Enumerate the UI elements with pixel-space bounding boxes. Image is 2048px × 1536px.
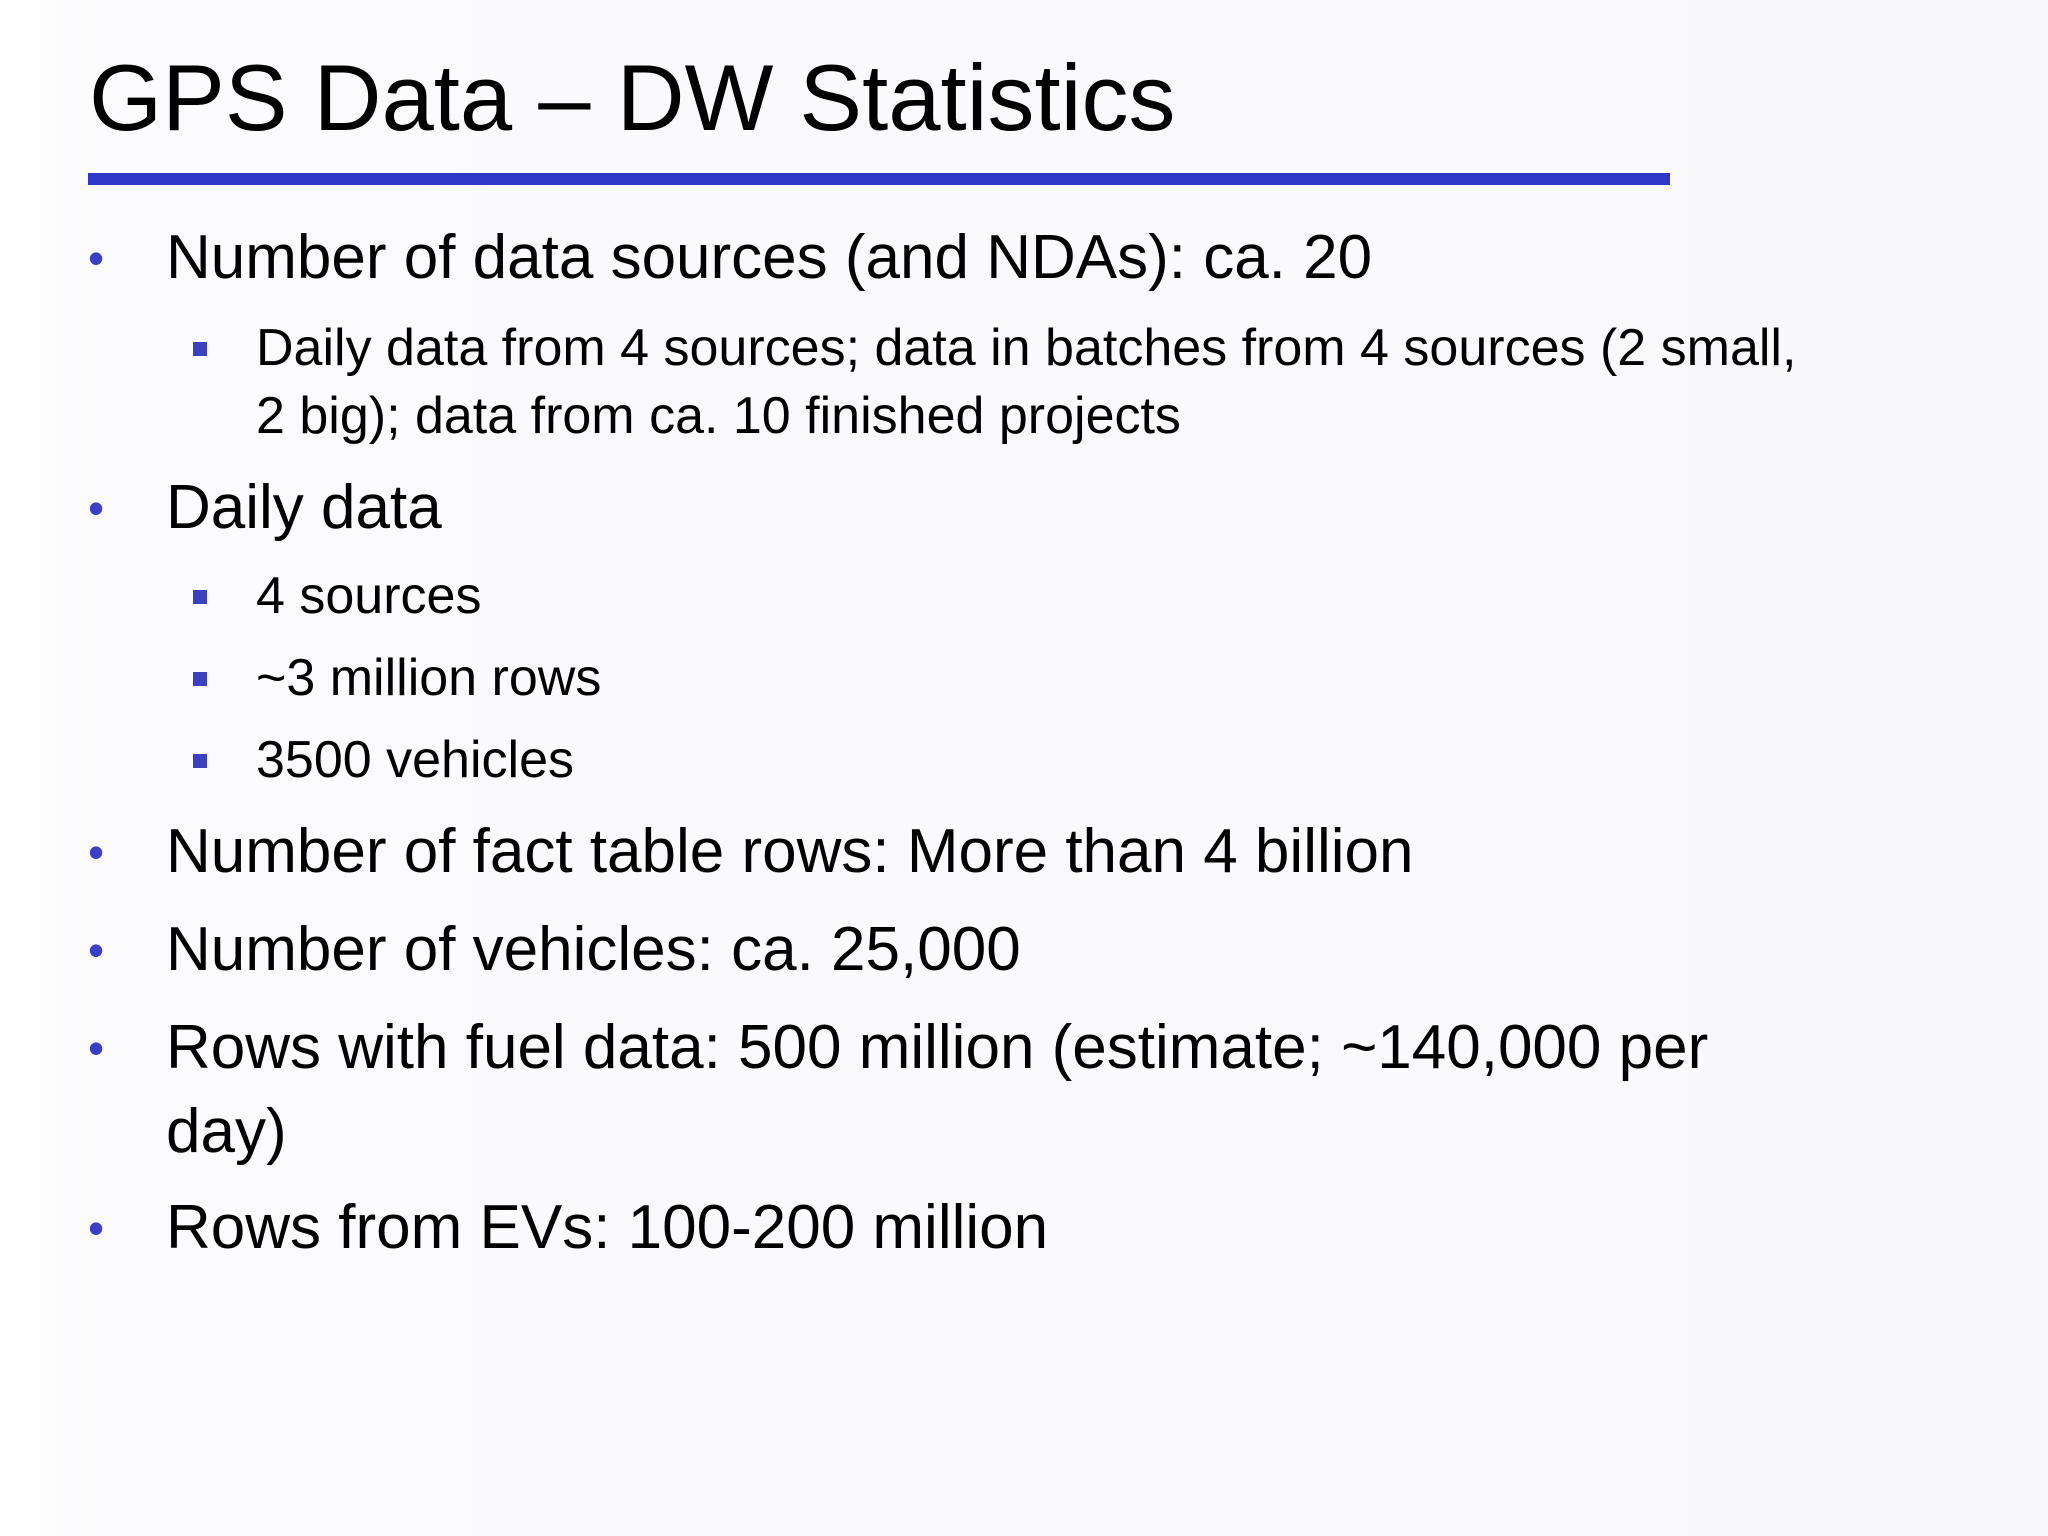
slide-title: GPS Data – DW Statistics (89, 45, 1176, 150)
square-bullet-icon (193, 754, 207, 768)
sub-bullet-text: 4 sources (256, 567, 482, 625)
bullet-dot-icon: • (88, 924, 105, 976)
square-bullet-icon (193, 672, 207, 686)
square-bullet-icon (193, 342, 207, 356)
bullet-text: Daily data (166, 473, 442, 542)
bullet-text: Number of data sources (and NDAs): ca. 20 (166, 223, 1373, 292)
bullet-dot-icon: • (88, 826, 105, 878)
bullet-dot-icon: • (88, 482, 105, 534)
bullet-text: Rows from EVs: 100-200 million (166, 1193, 1049, 1262)
sub-bullet-text: ~3 million rows (256, 649, 602, 707)
bullet-text: Number of vehicles: ca. 25,000 (166, 915, 1021, 984)
title-underline (88, 173, 1670, 185)
bullet-dot-icon: • (88, 1022, 105, 1074)
bullet-text: Rows with fuel data: 500 million (estimate; ~140,000 per day) (166, 1013, 1709, 1166)
bullet-dot-icon: • (88, 232, 105, 284)
sub-bullet-text: 3500 vehicles (256, 731, 574, 789)
bullet-dot-icon: • (88, 1202, 105, 1254)
bullet-text: Number of fact table rows: More than 4 billion (166, 817, 1414, 886)
square-bullet-icon (193, 590, 207, 604)
sub-bullet-text: Daily data from 4 sources; data in batches from 4 sources (2 small, 2 big); data from ca. 10 finished projects (256, 319, 1797, 445)
